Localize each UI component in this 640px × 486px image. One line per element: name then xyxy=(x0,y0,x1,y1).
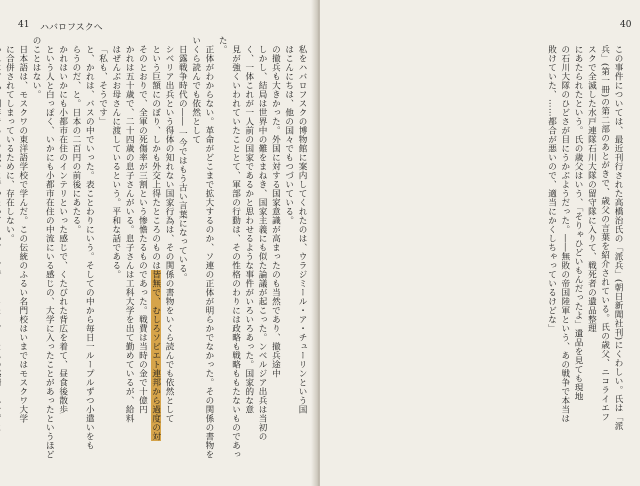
paragraph: 兵」(第一冊)の第二部のあとがきで、歳父の言葉を紹介されている。氏の歳父、ニコライエフ xyxy=(599,44,610,422)
paragraph: スクで全滅した水戸連隊石川大隊の留守隊に入りて、戦死者の遺品整理 xyxy=(586,44,597,333)
paragraph: く、一体これが一人前の国家であるかと思わせるような事件がいろいろあった。国家的な意 xyxy=(243,44,254,414)
left-page xyxy=(0,0,316,486)
right-page xyxy=(320,0,640,486)
paragraph: 「私も、そうです」 xyxy=(97,44,108,126)
paragraph xyxy=(0,36,2,466)
paragraph: の撤兵も大きかった。外国に対する国家意識が高まったのも当然であり、撤兵途中 xyxy=(270,44,281,378)
paragraph: に合併されてしまっているために、存在しない。 xyxy=(4,44,15,243)
paragraph: 日露戦争時代の―― 一今ではもう古い言葉になっている。 xyxy=(177,44,188,282)
paragraph: かれは五十歳で、二十四歳の息子さんがいる。息子さんは工科大学を出て勤めているが、給料 xyxy=(124,44,135,423)
paragraph: 私をハバロフスクの博物館に案内してくれたのは、ウラジミール・ア・チューリンという国 xyxy=(297,44,307,414)
paragraph: らうのだ、と。日本の二百円の前後にあたる。 xyxy=(70,44,81,234)
paragraph: はぜんぶお母さんに渡しているという。平和な話である。 xyxy=(110,44,121,279)
running-head: ハバロフスクへ xyxy=(40,23,103,33)
paragraph: はこんにちは、他の国々でもつづいている。 xyxy=(283,44,294,225)
paragraph: シベリア出兵という得体の知れない国家行為は、その関係の書物をいくら読んでも依然として xyxy=(164,44,175,423)
paragraph: 見が強くいわれていたこととて、軍部の行動は、その性格のわりには政略も戦略ももたないものであった。 xyxy=(217,36,241,459)
paragraph: 正体がわからない。革命がどこまで拡大するのか、ソ連の正体が明らかでなかった。その関係の書物をいくら読んでも依然として xyxy=(190,36,214,459)
highlighted-phrase: 皆無で、むしろソビエト連邦から過度の対 xyxy=(150,269,161,441)
paragraph: かれはいかにも小都市在住のインテリといった感じで、くたびれた背広を着て、昼食後散歩 xyxy=(57,44,68,414)
left-page-number: 41 xyxy=(18,20,30,30)
paragraph: という人と白っぽく、いかにも小都市在住の中流にいる感じの、大学に入ったことがあったというほどのことはない。 xyxy=(31,36,55,459)
left-page-body xyxy=(4,36,308,466)
paragraph: しかし、結局は世界中の難をまねき、国家主義にも似た論議が起こった。ンベルジア出兵は当初の xyxy=(257,44,268,441)
paragraph: にあたられたという。氏の歳父はいう、「そりゃひどいもんだったよ」遺品を見ても現地 xyxy=(573,44,584,401)
paragraph: そのとおりで、全軍の死傷率が三割という惨憺たるものであった。戦費は当時の金で十億円 xyxy=(137,44,148,414)
right-page-body xyxy=(538,36,624,466)
paragraph: この事件については、最近刊行された高橋治氏の「派兵」(朝日新聞社刊)にくわしい。氏は「派 xyxy=(613,44,623,431)
right-page-number: 40 xyxy=(620,20,632,30)
paragraph: という巨額にのぼり、しかも外交上得たところのものは皆無で、むしろソビエト連邦から過度の対 xyxy=(150,44,161,441)
paragraph: と、かれは、バスの中でいった。表ことわりにいう。そしての中から毎日一ループルずつ小遣いをも xyxy=(84,44,95,450)
paragraph: 敗けていた、……都合が悪いので、適当にかくしちゃっているけどな」 xyxy=(546,44,557,333)
paragraph: の石川大隊のひどさが目にうかぶようだった。――無敗の帝国陸軍という、あの戦争で本当は xyxy=(559,44,570,423)
paragraph: 日本語は、モスクワの東洋語学校で学んだ。この伝統のふるい名門校はいまではモスクワ大学 xyxy=(17,44,28,423)
